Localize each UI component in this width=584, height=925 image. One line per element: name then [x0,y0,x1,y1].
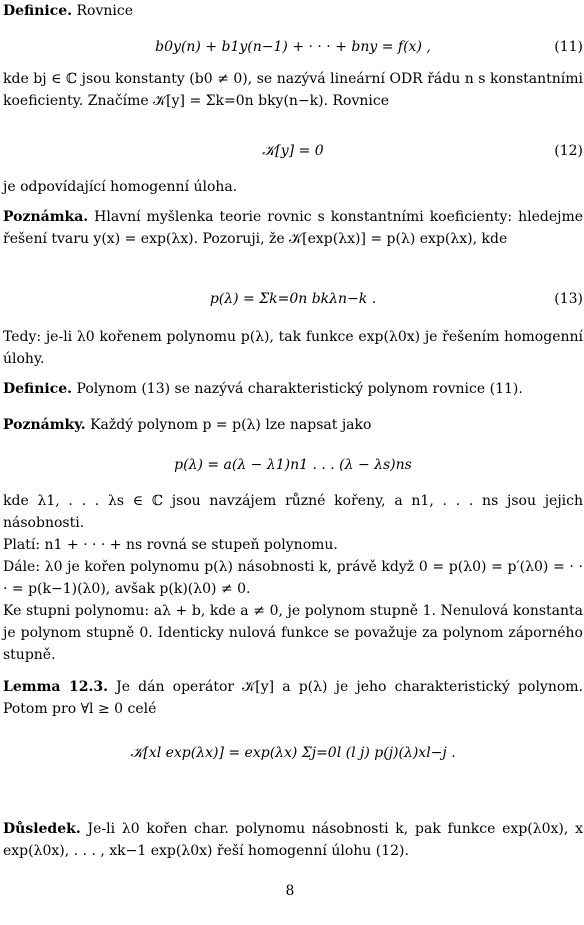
corollary-block [3,818,583,862]
equation-11-number: (11) [554,39,583,55]
page-number: 8 [285,883,295,899]
equation-12-number: (12) [554,143,583,159]
odr-description [3,68,583,112]
odr-description-text: kde bj ∈ ℂ jsou konstanty (b0 ≠ 0), se nazývá lineární ODR řádu n s konstantními koeficienty. Značíme 𝒦[y] = Σk=0n bky(n−k). Rovnice [3,71,583,109]
homogeneous-note-text: je odpovídající homogenní úloha. [3,179,238,195]
equation-13-number: (13) [554,291,583,307]
lemma-text: Je dán operátor 𝒦[y] a p(λ) je jeho charakteristický polynom. Potom pro ∀l ≥ 0 celé [3,679,584,717]
roots-line-3: Dále: λ0 je kořen polynomu p(λ) násobnosti k, právě když 0 = p(λ0) = p′(λ0) = · · · = p(k−1)(λ0), avšak p(k)(λ0) ≠ 0. [3,559,583,597]
lemma-block [3,676,583,720]
definition-heading: Definice. [3,3,73,19]
definition-block [3,0,583,22]
remarks-text: Každý polynom p = p(λ) lze napsat jako [90,417,372,433]
lemma-equation [3,724,583,784]
remarks-block [3,414,583,436]
homogeneous-note [3,176,583,198]
char-poly-heading: Definice. [3,381,73,397]
root-solution-text: Tedy: je-li λ0 kořenem polynomu p(λ), tak funkce exp(λ0x) je řešením homogenní úlohy. [3,329,583,367]
remarks-heading: Poznámky. [3,417,86,433]
roots-explanation [3,490,583,666]
equation-13-math: p(λ) = Σk=0n bkλn−k . [209,291,377,307]
factorization-math: p(λ) = a(λ − λ1)n1 . . . (λ − λs)ns [174,457,412,473]
char-poly-text: Polynom (13) se nazývá charakteristický polynom rovnice (11). [76,381,523,397]
remark-heading: Poznámka. [3,209,89,225]
equation-12-math: 𝒦[y] = 0 [262,143,324,159]
lemma-equation-math: 𝒦[xl exp(λx)] = exp(λx) Σj=0l (l j) p(j)(λ)xl−j . [130,745,456,761]
lemma-heading: Lemma 12.3. [3,679,108,695]
equation-13 [3,270,583,330]
remark-block [3,206,583,250]
roots-line-1: kde λ1, . . . λs ∈ ℂ jsou navzájem různé kořeny, a n1, . . . ns jsou jejich násobnosti. [3,493,583,531]
factorization-equation [3,454,583,480]
corollary-text: Je-li λ0 kořen char. polynomu násobnosti k, pak funkce exp(λ0x), x exp(λ0x), . . . , xk−1 exp(λ0x) řeší homogenní úlohu (12). [3,821,583,859]
definition-text: Rovnice [76,3,133,19]
root-solution-note [3,326,583,370]
roots-line-2: Platí: n1 + · · · + ns rovná se stupeň polynomu. [3,537,338,553]
remark-text: Hlavní myšlenka teorie rovnic s konstantními koeficienty: hledejme řešení tvaru y(x) = exp(λx). Pozoruji, že 𝒦[exp(λx)] = p(λ) exp(λx), kde [3,209,583,247]
corollary-heading: Důsledek. [3,821,81,837]
char-poly-definition [3,378,583,400]
roots-line-4: Ke stupni polynomu: aλ + b, kde a ≠ 0, je polynom stupně 1. Nenulová konstanta je polynom stupně 0. Identicky nulová funkce se považuje za polynom záporného stupně. [3,603,583,663]
equation-11 [3,36,583,62]
equation-11-math: b0y(n) + b1y(n−1) + · · · + bny = f(x) , [155,39,431,55]
equation-12 [3,140,583,166]
